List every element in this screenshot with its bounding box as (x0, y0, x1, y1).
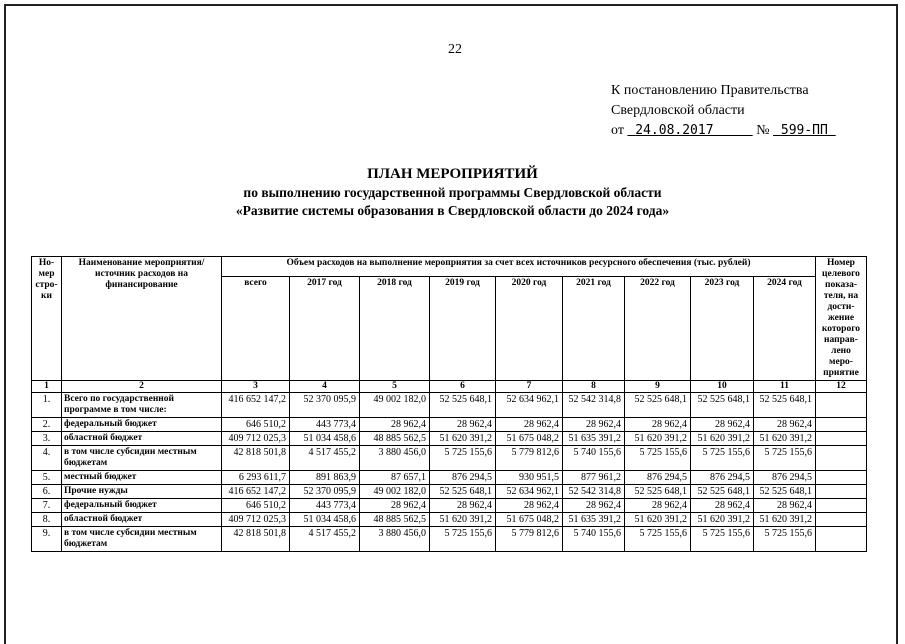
decree-line-1: К постановлению Правительства (611, 83, 809, 98)
column-number: 9 (625, 381, 691, 393)
column-number: 10 (691, 381, 754, 393)
row-value: 6 293 611,7 (222, 471, 290, 485)
row-index: 2. (32, 418, 62, 432)
row-value: 443 773,4 (290, 418, 360, 432)
row-target (816, 513, 867, 527)
row-value: 51 635 391,2 (563, 513, 625, 527)
row-value: 28 962,4 (360, 499, 430, 513)
row-value: 28 962,4 (563, 418, 625, 432)
column-number: 8 (563, 381, 625, 393)
row-value: 52 525 648,1 (625, 393, 691, 418)
title-line-2: по выполнению государственной программы Свердловской области (243, 185, 662, 200)
row-target (816, 499, 867, 513)
table-row (32, 432, 867, 446)
column-number: 5 (360, 381, 430, 393)
row-index: 5. (32, 471, 62, 485)
row-value: 5 725 155,6 (754, 446, 816, 471)
row-value: 48 885 562,5 (360, 513, 430, 527)
row-name: федеральный бюджет (62, 499, 222, 513)
row-value: 876 294,5 (625, 471, 691, 485)
row-value: 876 294,5 (691, 471, 754, 485)
row-value: 28 962,4 (430, 499, 496, 513)
row-value: 52 634 962,1 (496, 485, 563, 499)
row-value: 51 675 048,2 (496, 432, 563, 446)
decree-date: 24.08.2017 (635, 123, 714, 138)
column-number: 2 (62, 381, 222, 393)
row-value: 5 725 155,6 (430, 527, 496, 552)
row-value: 28 962,4 (360, 418, 430, 432)
row-value: 51 635 391,2 (563, 432, 625, 446)
row-name: федеральный бюджет (62, 418, 222, 432)
row-target (816, 418, 867, 432)
row-value: 28 962,4 (691, 499, 754, 513)
column-number: 7 (496, 381, 563, 393)
row-value: 28 962,4 (496, 499, 563, 513)
row-target (816, 393, 867, 418)
decree-number-label: № (756, 123, 770, 138)
decree-reference (611, 81, 836, 141)
row-value: 51 620 391,2 (691, 432, 754, 446)
row-value: 5 725 155,6 (625, 446, 691, 471)
row-value: 51 034 458,6 (290, 513, 360, 527)
row-value: 5 779 812,6 (496, 446, 563, 471)
row-target (816, 471, 867, 485)
row-value: 28 962,4 (563, 499, 625, 513)
row-name: в том числе субсидии местным бюджетам (62, 527, 222, 552)
table-row (32, 513, 867, 527)
row-value: 51 034 458,6 (290, 432, 360, 446)
row-value: 891 863,9 (290, 471, 360, 485)
table-row (32, 471, 867, 485)
row-index: 7. (32, 499, 62, 513)
row-value: 51 675 048,2 (496, 513, 563, 527)
row-index: 6. (32, 485, 62, 499)
header-expenses-group: Объем расходов на выполнение мероприятия за счет всех источников ресурсного обеспечения (тыс. рублей) (222, 257, 816, 277)
row-value: 52 525 648,1 (691, 485, 754, 499)
column-number: 1 (32, 381, 62, 393)
row-value: 5 725 155,6 (625, 527, 691, 552)
column-number: 11 (754, 381, 816, 393)
column-number: 3 (222, 381, 290, 393)
row-value: 4 517 455,2 (290, 527, 360, 552)
row-value: 42 818 501,8 (222, 446, 290, 471)
table-row (32, 485, 867, 499)
row-name: Всего по государственной программе в том числе: (62, 393, 222, 418)
row-value: 646 510,2 (222, 499, 290, 513)
row-value: 52 525 648,1 (691, 393, 754, 418)
header-year-0: всего (222, 277, 290, 381)
row-value: 4 517 455,2 (290, 446, 360, 471)
column-number: 4 (290, 381, 360, 393)
table-row (32, 418, 867, 432)
row-value: 52 634 962,1 (496, 393, 563, 418)
row-value: 42 818 501,8 (222, 527, 290, 552)
header-target-indicator: Номер целевого показа-теля, на дости-жение которого направ-лено меро-приятие (816, 257, 867, 381)
plan-table (31, 256, 867, 552)
row-value: 52 525 648,1 (754, 485, 816, 499)
header-year-4: 2020 год (496, 277, 563, 381)
row-value: 876 294,5 (754, 471, 816, 485)
table-row (32, 446, 867, 471)
row-value: 416 652 147,2 (222, 393, 290, 418)
decree-from-label: от (611, 123, 624, 138)
table-row (32, 499, 867, 513)
row-value: 5 740 155,6 (563, 446, 625, 471)
document-title (0, 164, 905, 220)
row-target (816, 446, 867, 471)
row-value: 49 002 182,0 (360, 393, 430, 418)
row-value: 28 962,4 (754, 499, 816, 513)
row-value: 876 294,5 (430, 471, 496, 485)
row-index: 1. (32, 393, 62, 418)
row-value: 52 370 095,9 (290, 485, 360, 499)
row-value: 52 525 648,1 (625, 485, 691, 499)
row-value: 5 725 155,6 (691, 446, 754, 471)
row-index: 9. (32, 527, 62, 552)
row-value: 409 712 025,3 (222, 513, 290, 527)
header-year-1: 2017 год (290, 277, 360, 381)
row-value: 28 962,4 (625, 418, 691, 432)
row-value: 52 542 314,8 (563, 393, 625, 418)
row-value: 28 962,4 (691, 418, 754, 432)
row-value: 28 962,4 (430, 418, 496, 432)
row-index: 8. (32, 513, 62, 527)
row-value: 51 620 391,2 (625, 432, 691, 446)
row-value: 51 620 391,2 (430, 432, 496, 446)
row-index: 3. (32, 432, 62, 446)
row-value: 5 725 155,6 (430, 446, 496, 471)
row-value: 416 652 147,2 (222, 485, 290, 499)
row-value: 5 725 155,6 (691, 527, 754, 552)
row-value: 5 740 155,6 (563, 527, 625, 552)
row-value: 52 542 314,8 (563, 485, 625, 499)
row-value: 443 773,4 (290, 499, 360, 513)
row-value: 51 620 391,2 (430, 513, 496, 527)
row-value: 49 002 182,0 (360, 485, 430, 499)
header-name: Наименование мероприятия/ источник расходов на финансирование (62, 257, 222, 381)
header-year-7: 2023 год (691, 277, 754, 381)
row-target (816, 527, 867, 552)
row-name: Прочие нужды (62, 485, 222, 499)
header-year-8: 2024 год (754, 277, 816, 381)
column-number: 12 (816, 381, 867, 393)
row-value: 52 525 648,1 (754, 393, 816, 418)
row-value: 409 712 025,3 (222, 432, 290, 446)
row-name: местный бюджет (62, 471, 222, 485)
title-line-3: «Развитие системы образования в Свердловской области до 2024 года» (235, 203, 670, 218)
table-row (32, 527, 867, 552)
header-year-6: 2022 год (625, 277, 691, 381)
title-main: ПЛАН МЕРОПРИЯТИЙ (367, 166, 538, 182)
column-number: 6 (430, 381, 496, 393)
row-value: 52 370 095,9 (290, 393, 360, 418)
row-value: 5 725 155,6 (754, 527, 816, 552)
row-value: 5 779 812,6 (496, 527, 563, 552)
page-number: 22 (448, 42, 462, 57)
decree-number: 599-ПП (780, 123, 828, 138)
header-year-5: 2021 год (563, 277, 625, 381)
row-value: 877 961,2 (563, 471, 625, 485)
row-value: 3 880 456,0 (360, 527, 430, 552)
decree-date-line (611, 121, 836, 141)
row-value: 51 620 391,2 (625, 513, 691, 527)
row-name: областной бюджет (62, 432, 222, 446)
row-target (816, 485, 867, 499)
row-value: 646 510,2 (222, 418, 290, 432)
row-value: 48 885 562,5 (360, 432, 430, 446)
row-value: 51 620 391,2 (754, 432, 816, 446)
table-row (32, 393, 867, 418)
row-value: 51 620 391,2 (754, 513, 816, 527)
row-name: областной бюджет (62, 513, 222, 527)
row-value: 51 620 391,2 (691, 513, 754, 527)
row-value: 930 951,5 (496, 471, 563, 485)
row-value: 3 880 456,0 (360, 446, 430, 471)
row-target (816, 432, 867, 446)
header-year-3: 2019 год (430, 277, 496, 381)
decree-line-2: Свердловской области (611, 103, 745, 118)
row-value: 28 962,4 (496, 418, 563, 432)
row-value: 52 525 648,1 (430, 485, 496, 499)
row-index: 4. (32, 446, 62, 471)
header-row-number: Но-мер стро-ки (32, 257, 62, 381)
row-value: 52 525 648,1 (430, 393, 496, 418)
row-name: в том числе субсидии местным бюджетам (62, 446, 222, 471)
header-year-2: 2018 год (360, 277, 430, 381)
row-value: 87 657,1 (360, 471, 430, 485)
row-value: 28 962,4 (625, 499, 691, 513)
row-value: 28 962,4 (754, 418, 816, 432)
